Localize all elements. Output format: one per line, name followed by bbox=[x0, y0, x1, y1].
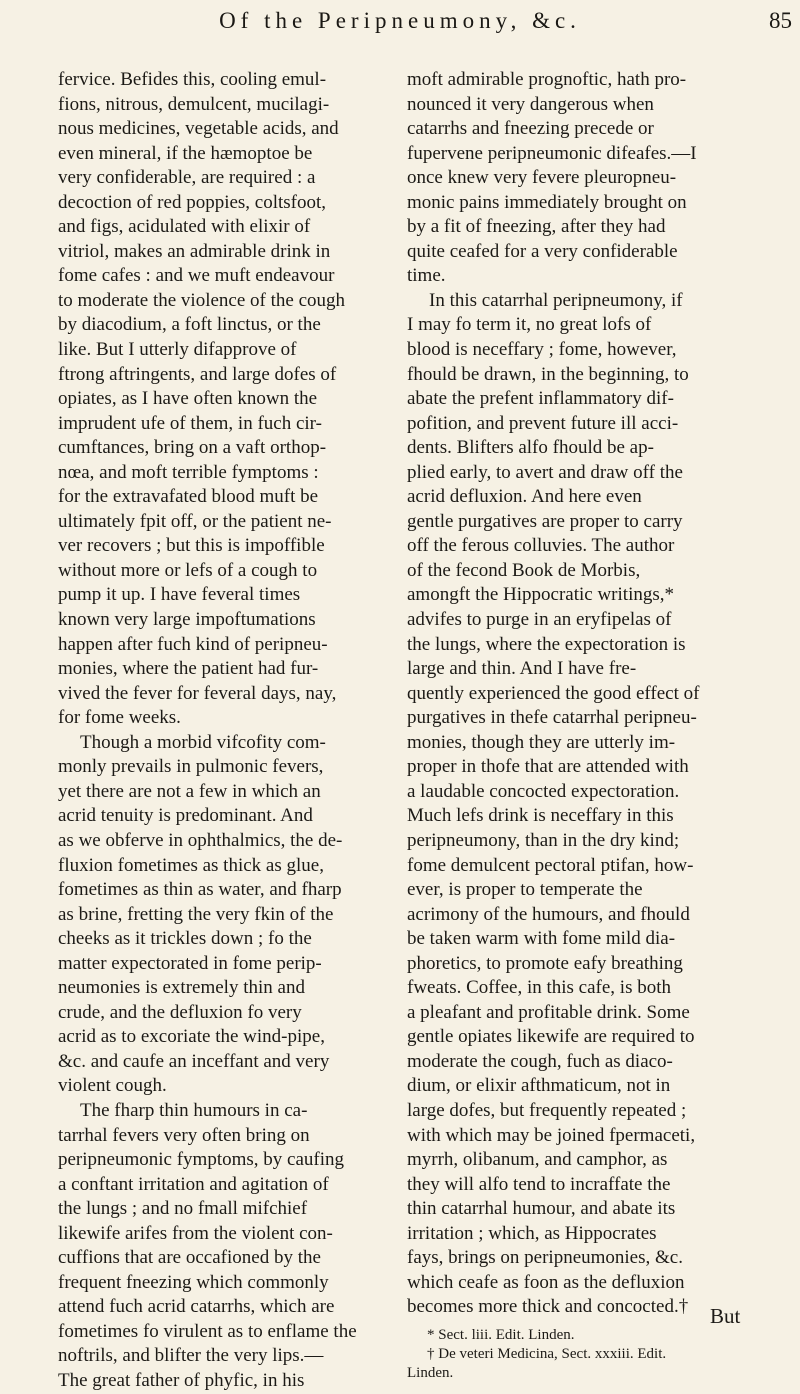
text-line: ultimately fpit off, or the patient ne- bbox=[58, 510, 332, 532]
text-line: Much lefs drink is neceffary in this bbox=[407, 805, 674, 827]
text-line: like. But I utterly difapprove of bbox=[58, 339, 297, 361]
text-line: fome demulcent pectoral ptifan, how- bbox=[407, 854, 694, 876]
text-line: and figs, acidulated with elixir of bbox=[58, 216, 311, 238]
text-line: nous medicines, vegetable acids, and bbox=[58, 118, 339, 140]
running-head-title: Of the Peripneumony, &c. bbox=[219, 8, 581, 33]
text-line: fometimes as thin as water, and fharp bbox=[58, 879, 342, 901]
text-line: abate the prefent inflammatory dif- bbox=[407, 388, 674, 410]
text-line: quite ceafed for a very confiderable bbox=[407, 240, 678, 262]
footnote-line: Linden. bbox=[407, 1364, 454, 1381]
left-text-column bbox=[58, 68, 393, 1394]
text-line: advifes to purge in an eryfipelas of bbox=[407, 609, 672, 631]
text-line: &c. and caufe an inceffant and very bbox=[58, 1050, 330, 1072]
text-line: fometimes fo virulent as to enflame the bbox=[58, 1320, 357, 1342]
running-head bbox=[0, 0, 800, 66]
text-line: the lungs ; and no fmall mifchief bbox=[58, 1198, 308, 1220]
text-line: acrid as to excoriate the wind-pipe, bbox=[58, 1026, 325, 1048]
text-line: for fome weeks. bbox=[58, 707, 181, 729]
text-line: fays, brings on peripneumonies, &c. bbox=[407, 1247, 683, 1269]
text-line: monic pains immediately brought on bbox=[407, 191, 687, 213]
text-line: proper in thofe that are attended with bbox=[407, 756, 689, 778]
footnote-line: * Sect. liii. Edit. Linden. bbox=[427, 1326, 575, 1343]
text-line: In this catarrhal peripneumony, if bbox=[429, 289, 683, 311]
text-line: gentle opiates likewife are required to bbox=[407, 1026, 695, 1048]
text-line: ftrong aftringents, and large dofes of bbox=[58, 363, 337, 385]
text-line: amongft the Hippocratic writings,* bbox=[407, 584, 674, 606]
text-line: cumftances, bring on a vaft orthop- bbox=[58, 437, 327, 459]
text-line: decoction of red poppies, coltsfoot, bbox=[58, 191, 327, 213]
text-line: a pleafant and profitable drink. Some bbox=[407, 1001, 690, 1023]
text-line: opiates, as I have often known the bbox=[58, 388, 318, 410]
text-line: moft admirable prognoftic, hath pro- bbox=[407, 69, 687, 90]
text-line: purgatives in thefe catarrhal peripneu- bbox=[407, 707, 697, 729]
text-line: moderate the cough, fuch as diaco- bbox=[407, 1050, 673, 1072]
text-line: The fharp thin humours in ca- bbox=[80, 1099, 308, 1121]
text-line: catarrhs and fneezing precede or bbox=[407, 118, 654, 140]
text-line: acrid defluxion. And here even bbox=[407, 486, 642, 508]
text-line: cheeks as it trickles down ; fo the bbox=[58, 928, 312, 950]
text-line: be taken warm with fome mild dia- bbox=[407, 928, 676, 950]
text-line: with which may be joined fpermaceti, bbox=[407, 1124, 696, 1146]
text-line: fhould be drawn, in the beginning, to bbox=[407, 363, 689, 385]
text-line: which ceafe as foon as the defluxion bbox=[407, 1271, 685, 1293]
text-line: fions, nitrous, demulcent, mucilagi- bbox=[58, 93, 330, 115]
text-line: becomes more thick and concocted.† bbox=[407, 1296, 689, 1318]
text-line: vived the fever for feveral days, nay, bbox=[58, 682, 337, 704]
text-line: myrrh, olibanum, and camphor, as bbox=[407, 1149, 668, 1171]
catchword: But bbox=[710, 1304, 741, 1328]
text-line: dents. Blifters alfo fhould be ap- bbox=[407, 437, 654, 459]
text-line: by a fit of fneezing, after they had bbox=[407, 216, 666, 238]
text-line: known very large impoftumations bbox=[58, 609, 316, 631]
text-line: a conftant irritation and agitation of bbox=[58, 1173, 329, 1195]
text-line: yet there are not a few in which an bbox=[58, 780, 321, 802]
text-line: as we obferve in ophthalmics, the de- bbox=[58, 829, 343, 851]
text-line: peripneumony, than in the dry kind; bbox=[407, 829, 680, 851]
text-line: nounced it very dangerous when bbox=[407, 93, 654, 115]
text-line: violent cough. bbox=[58, 1075, 167, 1097]
text-line: vitriol, makes an admirable drink in bbox=[58, 240, 331, 262]
text-line: quently experienced the good effect of bbox=[407, 682, 700, 704]
text-line: blood is neceffary ; fome, however, bbox=[407, 339, 677, 361]
text-line: even mineral, if the hæmoptoe be bbox=[58, 142, 313, 164]
text-line: fupervene peripneumonic difeafes.—I bbox=[407, 142, 697, 164]
text-line: very confiderable, are required : a bbox=[58, 167, 316, 189]
text-line: dium, or elixir afthmaticum, not in bbox=[407, 1075, 671, 1097]
text-line: The great father of phyfic, in his bbox=[58, 1369, 305, 1391]
text-line: ever, is proper to temperate the bbox=[407, 879, 643, 901]
text-line: noftrils, and blifter the very lips.— bbox=[58, 1345, 324, 1367]
text-line: pofition, and prevent future ill acci- bbox=[407, 412, 679, 434]
text-line: acrimony of the humours, and fhould bbox=[407, 903, 690, 925]
footnotes bbox=[407, 1326, 737, 1383]
text-line: imprudent ufe of them, in fuch cir- bbox=[58, 412, 322, 434]
text-line: as brine, fretting the very fkin of the bbox=[58, 903, 334, 925]
text-line: fluxion fometimes as thick as glue, bbox=[58, 854, 324, 876]
text-line: cuffions that are occafioned by the bbox=[58, 1247, 321, 1269]
text-line: happen after fuch kind of peripneu- bbox=[58, 633, 328, 655]
text-line: to moderate the violence of the cough bbox=[58, 289, 346, 311]
text-line: ver recovers ; but this is impoffible bbox=[58, 535, 325, 557]
text-line: thin catarrhal humour, and abate its bbox=[407, 1198, 676, 1220]
footnote-line: † De veteri Medicina, Sect. xxxiii. Edit. bbox=[427, 1345, 667, 1362]
text-line: of the fecond Book de Morbis, bbox=[407, 559, 641, 581]
text-line: fweats. Coffee, in this cafe, is both bbox=[407, 977, 671, 999]
text-line: monies, though they are utterly im- bbox=[407, 731, 676, 753]
text-line: a laudable concocted expectoration. bbox=[407, 780, 680, 802]
text-line: irritation ; which, as Hippocrates bbox=[407, 1222, 657, 1244]
text-line: frequent fneezing which commonly bbox=[58, 1271, 329, 1293]
text-line: the lungs, where the expectoration is bbox=[407, 633, 686, 655]
text-line: pump it up. I have feveral times bbox=[58, 584, 301, 606]
page-number: 85 bbox=[769, 8, 792, 33]
text-line: large dofes, but frequently repeated ; bbox=[407, 1099, 687, 1121]
text-line: phoretics, to promote eafy breathing bbox=[407, 952, 683, 974]
text-line: crude, and the defluxion fo very bbox=[58, 1001, 302, 1023]
text-line: peripneumonic fymptoms, by caufing bbox=[58, 1149, 344, 1171]
text-line: neumonies is extremely thin and bbox=[58, 977, 305, 999]
text-line: plied early, to avert and draw off the bbox=[407, 461, 683, 483]
text-line: without more or lefs of a cough to bbox=[58, 559, 318, 581]
text-line: gentle purgatives are proper to carry bbox=[407, 510, 683, 532]
text-line: attend fuch acrid catarrhs, which are bbox=[58, 1296, 335, 1318]
text-line: fervice. Befides this, cooling emul- bbox=[58, 69, 327, 90]
text-line: Though a morbid vifcofity com- bbox=[80, 731, 326, 753]
text-line: off the ferous colluvies. The author bbox=[407, 535, 675, 557]
text-line: large and thin. And I have fre- bbox=[407, 658, 637, 680]
text-line: for the extravafated blood muft be bbox=[58, 486, 319, 508]
text-line: they will alfo tend to incraffate the bbox=[407, 1173, 671, 1195]
text-line: monies, where the patient had fur- bbox=[58, 658, 319, 680]
text-line: I may fo term it, no great lofs of bbox=[407, 314, 652, 336]
text-line: likewife arifes from the violent con- bbox=[58, 1222, 333, 1244]
text-line: matter expectorated in fome perip- bbox=[58, 952, 322, 974]
right-text-column bbox=[407, 68, 737, 1383]
text-line: tarrhal fevers very often bring on bbox=[58, 1124, 310, 1146]
text-line: fome cafes : and we muft endeavour bbox=[58, 265, 335, 287]
text-line: once knew very fevere pleuropneu- bbox=[407, 167, 677, 189]
text-line: acrid tenuity is predominant. And bbox=[58, 805, 313, 827]
right-column-body bbox=[407, 68, 737, 1320]
text-line: time. bbox=[407, 265, 446, 287]
text-line: by diacodium, a foft linctus, or the bbox=[58, 314, 321, 336]
text-line: nœa, and moft terrible fymptoms : bbox=[58, 461, 319, 483]
text-line: monly prevails in pulmonic fevers, bbox=[58, 756, 324, 778]
